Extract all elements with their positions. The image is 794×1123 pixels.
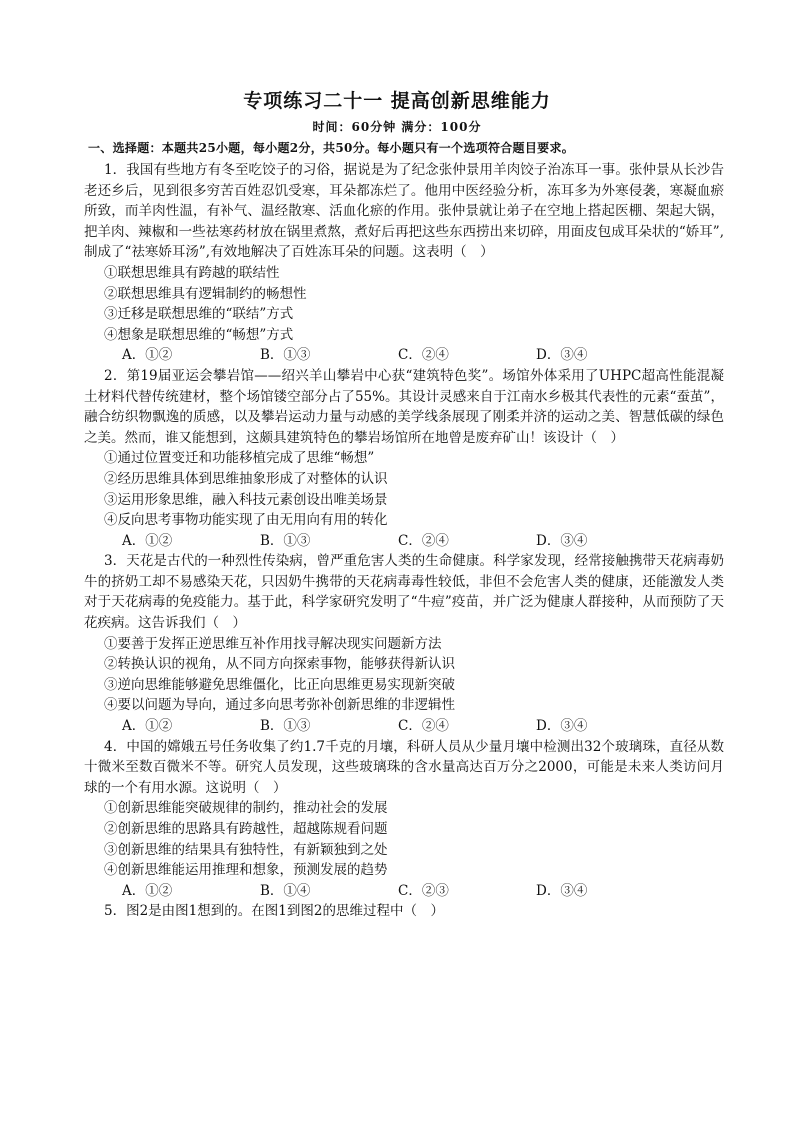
statement-option: ③创新思维的结果具有独特性，有新颖独到之处	[104, 841, 388, 858]
choice-b: B．①③	[260, 718, 311, 735]
question-3	[84, 551, 724, 736]
answer-choices	[84, 345, 724, 366]
question-stem: 1．我国有些地方有冬至吃饺子的习俗，据说是为了纪念张仲景用羊肉饺子治冻耳一事。张仲景从长沙告老还乡后，见到很多穷苦百姓忍饥受寒，耳朵都冻烂了。他用中医经验分析，冻耳多为外寒侵袭，寒凝血瘀所致，而羊肉性温，有补气、温经散寒、活血化瘀的作用。张仲景就让弟子在空地上搭起医棚、架起大锅，把羊肉、辣椒和一些祛寒药材放在锅里煮熬，煮好后再把这些东西捞出来切碎，用面皮包成耳朵状的“娇耳”,制成了“祛寒娇耳汤”,有效地解决了百姓冻耳朵的问题。这表明（ ）	[84, 162, 724, 261]
choice-b: B．①④	[260, 882, 311, 899]
statement-option: ④要以问题为导向，通过多向思考弥补创新思维的非逻辑性	[104, 697, 455, 714]
question-stem: 3．天花是古代的一种烈性传染病，曾严重危害人类的生命健康。科学家发现，经常接触携带天花病毒奶牛的挤奶工却不易感染天花，只因奶牛携带的天花病毒毒性较低，非但不会危害人类的健康，还能激发人类对于天花病毒的免疫能力。基于此，科学家研究发明了“牛痘”疫苗，并广泛为健康人群接种，从而预防了天花疾病。这告诉我们（ ）	[84, 553, 724, 632]
question-stem: 5．图2是由图1想到的。在图1到图2的思维过程中（ ）	[104, 903, 444, 920]
question-2	[84, 366, 724, 551]
choice-a: A．①②	[122, 718, 173, 735]
choice-d: D．③④	[536, 882, 588, 899]
question-stem: 2．第19届亚运会攀岩馆——绍兴羊山攀岩中心获“建筑特色奖”。场馆外体采用了UHPC超高性能混凝土材料代替传统建材，整个场馆镂空部分占了55%。其设计灵感来自于江南水乡极其代表性的元素“蚕茧”，融合纺织物飘逸的质感，以及攀岩运动力量与动感的美学线条展现了刚柔并济的运动之美、智慧低碳的绿色之美。然而，谁又能想到，这颇具建筑特色的攀岩场馆所在地曾是废弃矿山！该设计（ ）	[84, 367, 724, 446]
choice-c: C．②④	[398, 718, 449, 735]
choice-d: D．③④	[536, 347, 588, 364]
choice-d: D．③④	[536, 532, 588, 549]
choice-a: A．①②	[122, 347, 173, 364]
statement-option: ③运用形象思维，融入科技元素创设出唯美场景	[104, 491, 388, 508]
exam-meta: 时间：60分钟 满分：100分	[312, 120, 482, 134]
question-5	[84, 901, 724, 922]
answer-choices	[84, 531, 724, 552]
choice-c: C．②④	[398, 532, 449, 549]
choice-a: A．①②	[122, 532, 173, 549]
statement-option: ②转换认识的视角，从不同方向探索事物，能够获得新认识	[104, 656, 455, 673]
statement-option: ②经历思维具体到思维抽象形成了对整体的认识	[104, 470, 388, 487]
question-list	[84, 160, 724, 922]
answer-choices	[84, 881, 724, 902]
choice-d: D．③④	[536, 718, 588, 735]
choice-c: C．②③	[398, 882, 449, 899]
question-1	[84, 160, 724, 366]
statement-option: ③迁移是联想思维的“联结”方式	[104, 306, 294, 323]
choice-c: C．②④	[398, 347, 449, 364]
section-heading: 一、选择题：本题共25小题，每小题2分，共50分。每小题只有一个选项符合题目要求。	[88, 141, 575, 155]
choice-b: B．①③	[260, 532, 311, 549]
statement-option: ①联想思维具有跨越的联结性	[104, 264, 280, 281]
statement-option: ①要善于发挥正逆思维互补作用找寻解决现实问题新方法	[104, 635, 442, 652]
question-4	[84, 737, 724, 902]
statement-option: ④创新思维能运用推理和想象，预测发展的趋势	[104, 862, 388, 879]
statement-option: ④反向思考事物功能实现了由无用向有用的转化	[104, 512, 388, 529]
statement-option: ②联想思维具有逻辑制约的畅想性	[104, 285, 307, 302]
statement-option: ③逆向思维能够避免思维僵化，比正向思维更易实现新突破	[104, 676, 455, 693]
statement-option: ①通过位置变迁和功能移植完成了思维“畅想”	[104, 450, 375, 467]
statement-option: ①创新思维能突破规律的制约，推动社会的发展	[104, 800, 388, 817]
statement-option: ②创新思维的思路具有跨越性，超越陈规看问题	[104, 821, 388, 837]
question-stem: 4．中国的嫦娥五号任务收集了约1.7千克的月壤，科研人员从少量月壤中检测出32个玻璃珠，直径从数十微米至数百微米不等。研究人员发现，这些玻璃珠的含水量高达百万分之2000，可能是未来人类访问月球的一个有用水源。这说明（ ）	[84, 738, 724, 796]
choice-b: B．①③	[260, 347, 311, 364]
page-title: 专项练习二十一 提高创新思维能力	[243, 90, 551, 112]
choice-a: A．①②	[122, 882, 173, 899]
statement-option: ④想象是联想思维的“畅想”方式	[104, 326, 294, 343]
answer-choices	[84, 716, 724, 737]
